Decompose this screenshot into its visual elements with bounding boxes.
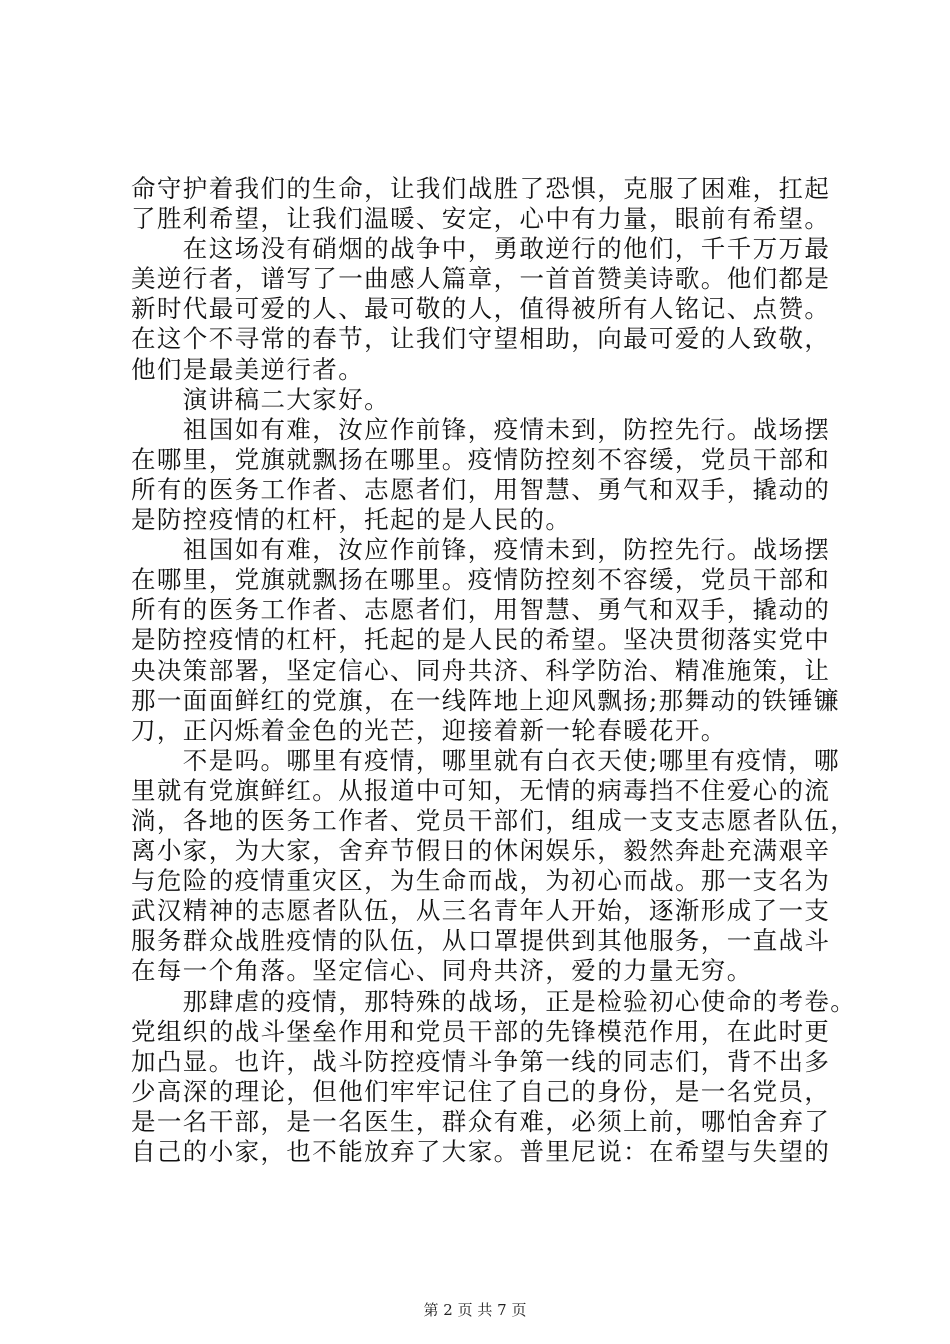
text-line: 所有的医务工作者、志愿者们，用智慧、勇气和双手，撬动的 <box>131 595 831 625</box>
text-line: 美逆行者，谱写了一曲感人篇章，一首首赞美诗歌。他们都是 <box>131 264 831 294</box>
text-line: 自己的小家，也不能放弃了大家。普里尼说：在希望与失望的 <box>131 1137 831 1166</box>
text-line: 与危险的疫情重灾区，为生命而战，为初心而战。那一支名为 <box>131 866 831 896</box>
text-line: 命守护着我们的生命，让我们战胜了恐惧，克服了困难，扛起 <box>131 174 831 203</box>
text-line: 党组织的战斗堡垒作用和党员干部的先锋模范作用，在此时更 <box>131 1016 831 1046</box>
text-line: 央决策部署，坚定信心、同舟共济、科学防治、精准施策，让 <box>131 655 831 685</box>
text-line: 淌，各地的医务工作者、党员干部们，组成一支支志愿者队伍， <box>131 805 857 835</box>
text-line: 祖国如有难，汝应作前锋，疫情未到，防控先行。战场摆 <box>131 414 831 444</box>
body-text <box>131 174 857 1167</box>
page-number: 第 2 页 共 7 页 <box>423 1301 527 1319</box>
text-line: 刀，正闪烁着金色的光芒，迎接着新一轮春暖花开。 <box>131 715 727 745</box>
text-line: 他们是最美逆行者。 <box>131 354 365 384</box>
text-line: 那肆虐的疫情，那特殊的战场，正是检验初心使命的考卷。 <box>131 986 857 1016</box>
text-line: 在每一个角落。坚定信心、同舟共济，爱的力量无穷。 <box>131 956 753 986</box>
text-line: 那一面面鲜红的党旗，在一线阵地上迎风飘扬;那舞动的铁锤镰 <box>131 685 840 715</box>
text-line: 祖国如有难，汝应作前锋，疫情未到，防控先行。战场摆 <box>131 535 831 565</box>
page-footer <box>0 1300 950 1320</box>
text-line: 里就有党旗鲜红。从报道中可知，无情的病毒挡不住爱心的流 <box>131 775 831 805</box>
text-line: 少高深的理论，但他们牢牢记住了自己的身份，是一名党员， <box>131 1076 831 1106</box>
text-line: 在这个不寻常的春节，让我们守望相助，向最可爱的人致敬， <box>131 324 831 354</box>
text-line: 在这场没有硝烟的战争中，勇敢逆行的他们，千千万万最 <box>131 234 831 264</box>
text-line: 离小家，为大家，舍弃节假日的休闲娱乐，毅然奔赴充满艰辛 <box>131 836 831 866</box>
text-line: 在哪里，党旗就飘扬在哪里。疫情防控刻不容缓，党员干部和 <box>131 444 831 474</box>
text-line: 是防控疫情的杠杆，托起的是人民的希望。坚决贯彻落实党中 <box>131 625 831 655</box>
text-line: 不是吗。哪里有疫情，哪里就有白衣天使;哪里有疫情，哪 <box>131 745 840 775</box>
text-line: 了胜利希望，让我们温暖、安定，心中有力量，眼前有希望。 <box>131 204 831 234</box>
text-line: 武汉精神的志愿者队伍，从三名青年人开始，逐渐形成了一支 <box>131 896 831 926</box>
text-line: 是一名干部，是一名医生，群众有难，必须上前，哪怕舍弃了 <box>131 1106 831 1136</box>
text-line: 服务群众战胜疫情的队伍，从口罩提供到其他服务，一直战斗 <box>131 926 831 956</box>
text-line: 在哪里，党旗就飘扬在哪里。疫情防控刻不容缓，党员干部和 <box>131 565 831 595</box>
text-line: 演讲稿二大家好。 <box>131 384 390 414</box>
text-line: 新时代最可爱的人、最可敬的人，值得被所有人铭记、点赞。 <box>131 294 831 324</box>
text-line: 是防控疫情的杠杆，托起的是人民的。 <box>131 505 572 535</box>
text-line: 所有的医务工作者、志愿者们，用智慧、勇气和双手，撬动的 <box>131 474 831 504</box>
text-line: 加凸显。也许，战斗防控疫情斗争第一线的同志们，背不出多 <box>131 1046 831 1076</box>
